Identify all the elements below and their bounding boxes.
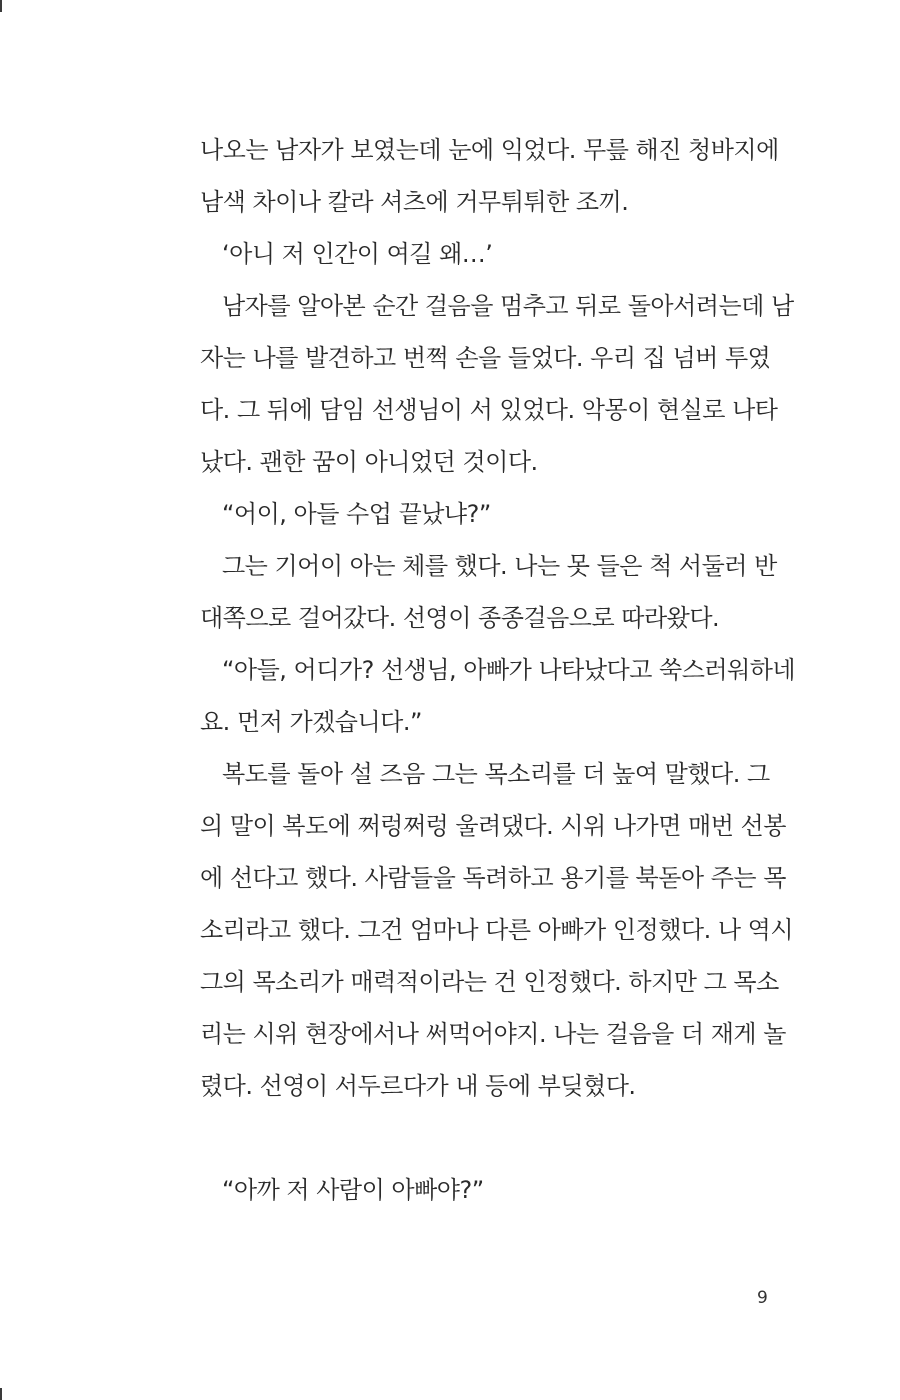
- crop-mark-bottom: [0, 1388, 2, 1400]
- text-line: 났다. 괜한 꿈이 아니었던 것이다.: [200, 448, 538, 476]
- text-line: 의 말이 복도에 쩌렁쩌렁 울려댔다. 시위 나가면 매번 선봉: [200, 812, 786, 840]
- text-line: “아까 저 사람이 아빠야?”: [222, 1176, 484, 1204]
- crop-mark-top: [0, 0, 2, 12]
- text-line: 다. 그 뒤에 담임 선생님이 서 있었다. 악몽이 현실로 나타: [200, 396, 778, 424]
- page-number: 9: [757, 1288, 768, 1308]
- text-line: 에 선다고 했다. 사람들을 독려하고 용기를 북돋아 주는 목: [200, 864, 786, 892]
- body-text: [200, 124, 796, 1216]
- text-line: 그는 기어이 아는 체를 했다. 나는 못 들은 척 서둘러 반: [222, 552, 777, 580]
- text-line: 자는 나를 발견하고 번쩍 손을 들었다. 우리 집 넘버 투였: [200, 344, 771, 372]
- text-line: ‘아니 저 인간이 여길 왜…’: [222, 240, 493, 268]
- text-line: 소리라고 했다. 그건 엄마나 다른 아빠가 인정했다. 나 역시: [200, 916, 794, 944]
- text-line: 그의 목소리가 매력적이라는 건 인정했다. 하지만 그 목소: [200, 968, 779, 996]
- text-line: 요. 먼저 가겠습니다.”: [200, 708, 422, 736]
- text-line: 렸다. 선영이 서두르다가 내 등에 부딪혔다.: [200, 1072, 636, 1100]
- text-line: “어이, 아들 수업 끝났냐?”: [222, 500, 491, 528]
- text-line: 복도를 돌아 설 즈음 그는 목소리를 더 높여 말했다. 그: [222, 760, 770, 788]
- text-line: 나오는 남자가 보였는데 눈에 익었다. 무릎 해진 청바지에: [200, 136, 779, 164]
- scene-break: [200, 1112, 780, 1164]
- text-line: 남자를 알아본 순간 걸음을 멈추고 뒤로 돌아서려는데 남: [222, 292, 794, 320]
- text-line: 대쪽으로 걸어갔다. 선영이 종종걸음으로 따라왔다.: [200, 604, 720, 632]
- text-line: 남색 차이나 칼라 셔츠에 거무튀튀한 조끼.: [200, 188, 629, 216]
- text-line: “아들, 어디가? 선생님, 아빠가 나타났다고 쑥스러워하네: [222, 656, 796, 684]
- text-line: 리는 시위 현장에서나 써먹어야지. 나는 걸음을 더 재게 놀: [200, 1020, 786, 1048]
